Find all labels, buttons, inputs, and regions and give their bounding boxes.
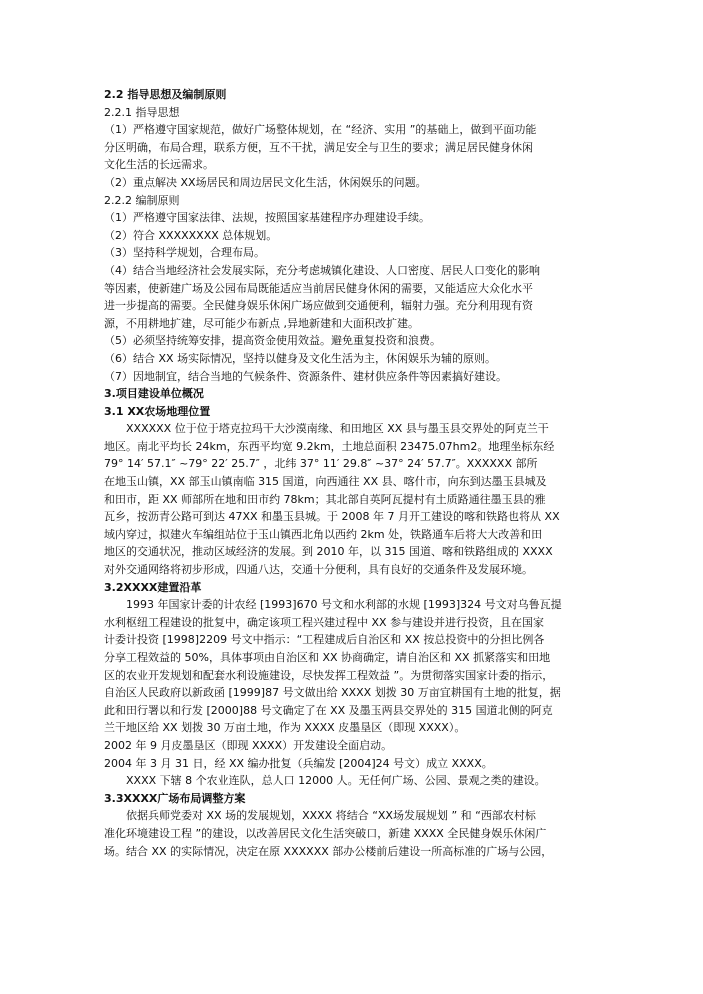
paragraph-line: XXXXXX 位于位于塔克拉玛干大沙漠南缘、和田地区 XX 县与墨玉县交界处的阿克兰干: [126, 422, 549, 436]
heading-3-2: 3.2XXXX建置沿革: [104, 580, 202, 594]
paragraph-line: 准化环境建设工程 ”的建设，以改善居民文化生活突破口，新建 XXXX 全民健身娱乐休闲广: [104, 826, 547, 840]
paragraph-line: （7）因地制宜，结合当地的气候条件、资源条件、建材供应条件等因素搞好建设。: [104, 369, 507, 383]
heading-2-2-2: 2.2.2 编制原则: [104, 193, 180, 207]
paragraph-line: （1）严格遵守国家法律、法规，按照国家基建程序办理建设手续。: [104, 211, 430, 225]
heading-2-2-1: 2.2.1 指导思想: [104, 105, 180, 119]
paragraph-line: 分区明确，布局合理，联系方便，互不干扰，满足安全与卫生的要求；满足居民健身休闲: [104, 140, 533, 154]
paragraph-line: 瓦乡，按沥青公路可到达 47XX 和墨玉县城。于 2008 年 7 月开工建设的喀和铁路也将从 XX: [104, 510, 560, 524]
paragraph-line: 分享工程效益的 50%，具体事项由自治区和 XX 协商确定，请自治区和 XX 抓紧落实和田地: [104, 651, 551, 664]
paragraph-line: XXXX 下辖 8 个农业连队，总人口 12000 人。无任何广场、公园、景观之类的建设。: [126, 774, 546, 788]
paragraph-line: （1）严格遵守国家规范，做好广场整体规划，在 “经济、实用 ”的基础上，做到平面功能: [104, 123, 537, 137]
paragraph-line: 此和田行署以和行发 [2000]88 号文确定了在 XX 及墨玉两县交界处的 315 国道北侧的阿克: [104, 703, 553, 717]
paragraph-line: 地区。南北平均长 24km，东西平均宽 9.2km，土地总面积 23475.07hm2。地理坐标东经: [104, 439, 555, 453]
paragraph-line: 79° 14′ 57.1″ ~79° 22′ 25.7″ ，北纬 37° 11′ 29.8″ ~37° 24′ 57.7″。XXXXXX 部所: [104, 457, 538, 471]
paragraph-line: 和田市，距 XX 师部所在地和田市约 78km；其北部自英阿瓦提村有土质路通往墨玉县的雅: [104, 492, 546, 506]
heading-3-3: 3.3XXXX广场布局调整方案: [104, 791, 246, 805]
paragraph-line: 场。结合 XX 的实际情况，决定在原 XXXXXX 部办公楼前后建设一所高标准的广场与公园，: [104, 844, 553, 858]
heading-2-2: 2.2 指导思想及编制原则: [104, 88, 227, 101]
paragraph-line: 对外交通网络将初步形成，四通八达，交通十分便利，具有良好的交通条件及发展环境。: [104, 563, 533, 577]
paragraph-line: 在地玉山镇，XX 部玉山镇南临 315 国道，向西通往 XX 县、喀什市，向东到达墨玉县城及: [104, 475, 547, 489]
paragraph-line: 文化生活的长远需求。: [104, 158, 214, 172]
paragraph-line: （5）必须坚持统筹安排，提高资金使用效益。避免重复投资和浪费。: [104, 334, 441, 348]
paragraph-line: 区的农业开发规划和配套水利设施建设，尽快发挥工程效益 ”。为贯彻落实国家计委的指示，: [104, 668, 554, 682]
paragraph-line: 进一步提高的需要。全民健身娱乐休闲广场应做到交通便利，辐射力强。充分利用现有资: [104, 299, 533, 313]
paragraph-line: 域内穿过，拟建火车编组站位于玉山镇西北角以西约 2km 处，铁路通车后将大大改善和田: [104, 527, 543, 541]
paragraph-line: 计委计投资 [1998]2209 号文中指示：“工程建成后自治区和 XX 按总投资中的分担比例各: [104, 633, 545, 647]
paragraph-line: 依据兵师党委对 XX 场的发展规划，XXXX 将结合 “XX场发展规划 ” 和 “西部农村标: [126, 809, 536, 823]
paragraph-line: （6）结合 XX 场实际情况，坚持以健身及文化生活为主，休闲娱乐为辅的原则。: [104, 351, 497, 365]
paragraph-line: （2）符合 XXXXXXXX 总体规划。: [104, 228, 278, 242]
paragraph-line: 2002 年 9 月皮墨垦区（即现 XXXX）开发建设全面启动。: [104, 738, 393, 752]
paragraph-line: 水利枢纽工程建设的批复中，确定该项工程兴建过程中 XX 参与建设并进行投资，且在国家: [104, 615, 545, 629]
paragraph-line: （4）结合当地经济社会发展实际，充分考虑城镇化建设、人口密度、居民人口变化的影响: [104, 263, 540, 277]
paragraph-line: 地区的交通状况，推动区域经济的发展。到 2010 年，以 315 国道、喀和铁路组成的 XXXX: [104, 545, 553, 559]
heading-3: 3.项目建设单位概况: [104, 387, 204, 401]
heading-3-1: 3.1 XX农场地理位置: [104, 404, 211, 418]
paragraph-line: （2）重点解决 XX场居民和周边居民文化生活，休闲娱乐的问题。: [104, 175, 427, 189]
paragraph-line: 1993 年国家计委的计农经 [1993]670 号文和水利部的水规 [1993]324 号文对乌鲁瓦提: [126, 598, 562, 612]
paragraph-line: （3）坚持科学规划，合理布局。: [104, 246, 265, 260]
paragraph-line: 等因素，使新建广场及公园布局既能适应当前居民健身休闲的需要，又能适应大众化水平: [104, 281, 533, 295]
paragraph-line: 兰干地区给 XX 划拨 30 万亩土地，作为 XXXX 皮墨垦区（即现 XXXX）。: [104, 721, 466, 735]
paragraph-line: 自治区人民政府以新政函 [1999]87 号文做出给 XXXX 划拨 30 万亩宜耕国有土地的批复，据: [104, 686, 561, 700]
document-page: [104, 86, 604, 860]
paragraph-line: 2004 年 3 月 31 日，经 XX 编办批复（兵编发 [2004]24 号文）成立 XXXX。: [104, 756, 493, 770]
paragraph-line: 源，不用耕地扩建，尽可能少布新点 ,异地新建和大面积改扩建。: [104, 316, 419, 330]
